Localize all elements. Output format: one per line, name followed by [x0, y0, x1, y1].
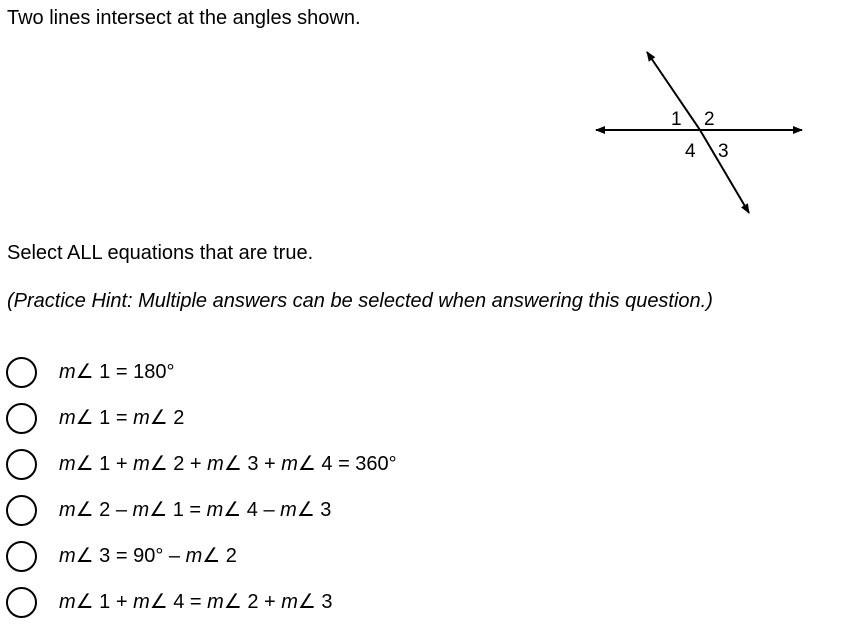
radio-button[interactable]	[6, 449, 37, 480]
choice-label[interactable]: m∠ 2 – m∠ 1 = m∠ 4 – m∠ 3	[59, 499, 332, 521]
angle-label-4: 4	[685, 141, 696, 162]
choice-1[interactable]	[6, 352, 174, 392]
choice-4[interactable]	[6, 490, 331, 530]
practice-hint: (Practice Hint: Multiple answers can be selected when answering this question.)	[7, 290, 713, 312]
choice-2[interactable]	[6, 398, 184, 438]
choice-label[interactable]: m∠ 3 = 90° – m∠ 2	[59, 545, 237, 567]
choice-6[interactable]	[6, 582, 333, 622]
choice-label[interactable]: m∠ 1 = m∠ 2	[59, 407, 185, 429]
angle-label-1: 1	[671, 109, 682, 130]
radio-button[interactable]	[6, 541, 37, 572]
choice-label[interactable]: m∠ 1 + m∠ 2 + m∠ 3 + m∠ 4 = 360°	[59, 453, 397, 475]
radio-button[interactable]	[6, 587, 37, 618]
radio-button[interactable]	[6, 495, 37, 526]
question-text: Two lines intersect at the angles shown.	[7, 7, 361, 29]
choice-5[interactable]	[6, 536, 237, 576]
angle-label-2: 2	[704, 109, 715, 130]
radio-button[interactable]	[6, 357, 37, 388]
radio-button[interactable]	[6, 403, 37, 434]
instruction-text: Select ALL equations that are true.	[7, 242, 314, 264]
angle-label-3: 3	[718, 141, 729, 162]
choice-3[interactable]	[6, 444, 397, 484]
choice-label[interactable]: m∠ 1 + m∠ 4 = m∠ 2 + m∠ 3	[59, 591, 333, 613]
intersecting-lines-figure	[588, 46, 810, 220]
choice-label[interactable]: m∠ 1 = 180°	[59, 361, 175, 383]
